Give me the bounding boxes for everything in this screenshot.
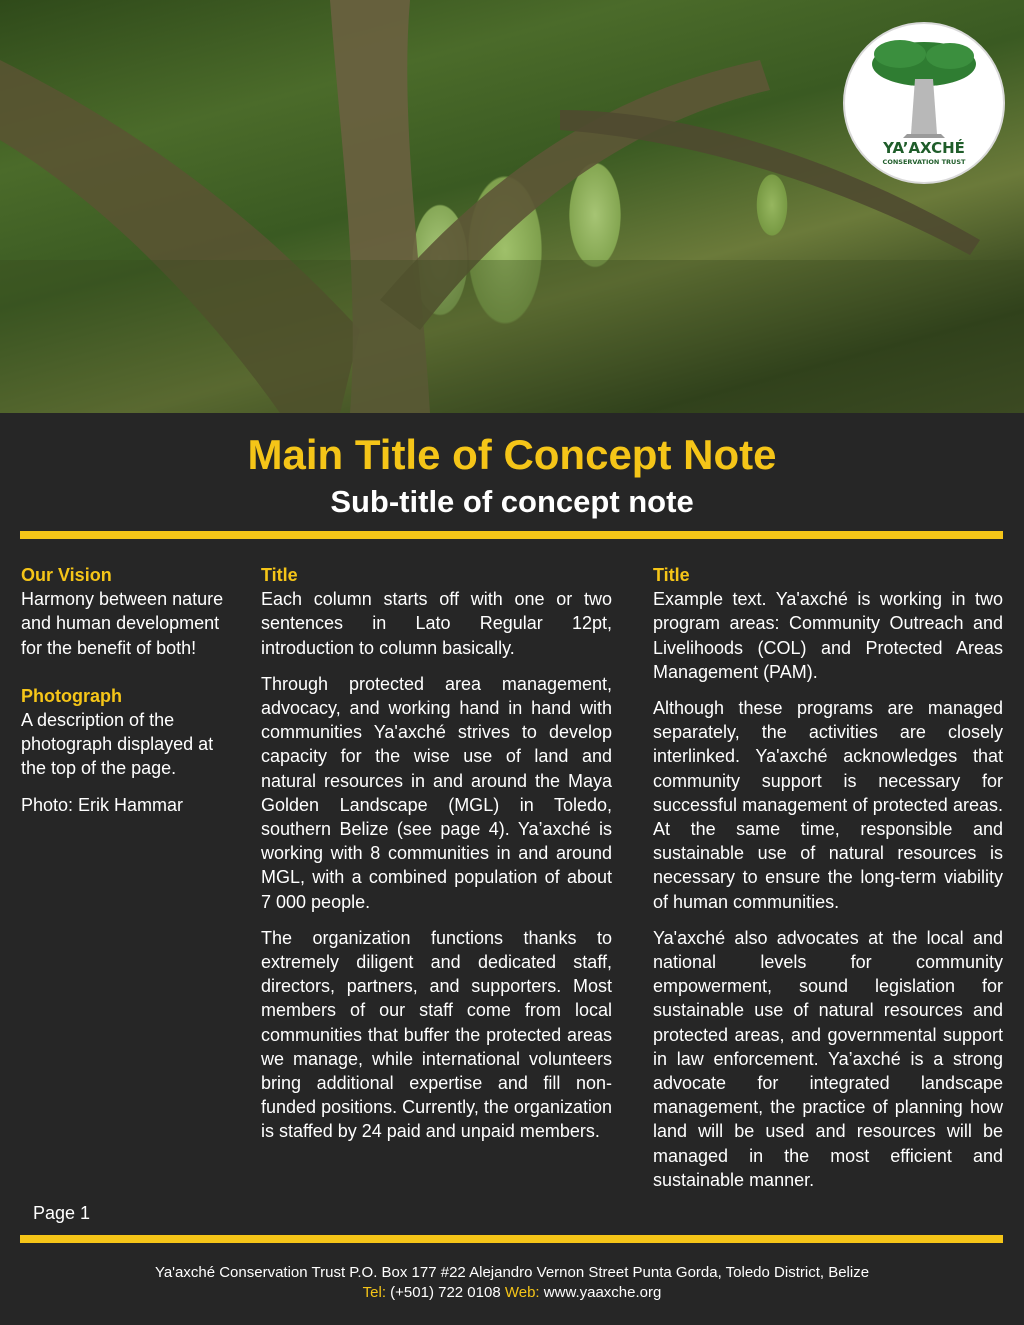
column-title: Title — [261, 565, 298, 585]
logo-name: YA’AXCHÉ — [883, 139, 965, 157]
bottom-divider — [20, 1235, 1003, 1243]
footer-contact — [0, 1283, 1024, 1303]
right-column — [653, 563, 1003, 1204]
column-paragraph: Although these programs are managed separately, the activities are closely interlinked. Ya'axché acknowledges that community support is necessary for successful management of protected areas. At the same time, responsible and sustainable use of natural resources is necessary to ensure the long-term viability of human communities. — [653, 698, 1003, 912]
web-label: Web: — [504, 1284, 540, 1301]
column-paragraph: Example text. Ya'axché is working in two program areas: Community Outreach and Livelihoods (COL) and Protected Areas Management (PAM). — [653, 589, 1003, 682]
photograph-heading: Photograph — [21, 685, 122, 706]
photo-credit: Photo: Erik Hammar — [21, 794, 184, 815]
column-paragraph: Each column starts off with one or two sentences in Lato Regular 12pt, introduction to column basically. — [261, 589, 612, 658]
photograph-description: A description of the photograph displayed at the top of the page. — [21, 710, 214, 779]
organization-logo — [843, 22, 1005, 184]
sidebar-column — [21, 563, 226, 829]
footer-address: Ya'axché Conservation Trust P.O. Box 177 #22 Alejandro Vernon Street Punta Gorda, Toledo District, Belize — [154, 1264, 870, 1281]
sub-title: Sub-title of concept note — [330, 484, 694, 519]
vision-text: Harmony between nature and human development for the benefit of both! — [21, 589, 224, 658]
column-paragraph: The organization functions thanks to extremely diligent and dedicated staff, directors, partners, and supporters. Most members of our staff come from local communities that buffer the protected areas we manage, while international volunteers bring additional expertise and fill non-funded positions. Currently, the organization is staffed by 24 paid and unpaid members. — [261, 927, 612, 1142]
top-divider — [20, 531, 1003, 539]
footer — [0, 1263, 1024, 1303]
tel-value: (+501) 722 0108 — [390, 1284, 501, 1301]
column-paragraph: Ya'axché also advocates at the local and national levels for community empowerment, sound legislation for sustainable use of natural resources and protected areas, and governmental support in law enforcement. Ya’axché is a strong advocate for integrated landscape management, the practice of planning how land will be used and resources will be managed in the most efficient and sustainable manner. — [653, 927, 1003, 1190]
main-title: Main Title of Concept Note — [247, 431, 777, 478]
logo-subtitle: CONSERVATION TRUST — [882, 158, 966, 166]
web-link[interactable]: www.yaaxche.org — [543, 1284, 662, 1301]
vision-heading: Our Vision — [21, 565, 112, 585]
tel-label: Tel: — [362, 1284, 386, 1301]
column-title: Title — [653, 565, 690, 585]
column-paragraph: Through protected area management, advocacy, and working hand in hand with communities Ya'axché strives to develop capacity for the wise use of land and natural resources in and around the Maya Golden Landscape (MGL) in Toledo, southern Belize (see page 4). Ya’axché is working with 8 communities in and around MGL, with a combined population of about 7 000 people. — [261, 673, 612, 912]
middle-column — [261, 563, 612, 1156]
title-block — [0, 428, 1024, 522]
header-photo — [0, 0, 1024, 413]
page-number: Page 1 — [33, 1203, 91, 1223]
